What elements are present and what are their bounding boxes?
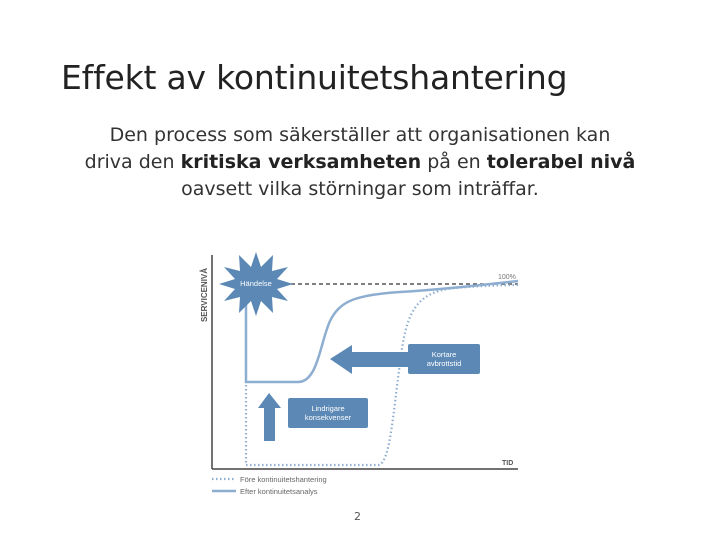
slide-title: Effekt av kontinuitetshantering (61, 58, 568, 97)
continuity-diagram (190, 243, 540, 500)
milder-consequences-arrow (258, 393, 281, 441)
shorter-downtime-label-line1: Kortare (431, 350, 457, 359)
event-label: Händelse (240, 279, 272, 288)
full-service-level-label: 100% (498, 274, 516, 281)
legend-after-label: Efter kontinuitetsanalys (240, 487, 318, 496)
shorter-downtime-label-line2: avbrottstid (426, 359, 462, 368)
milder-consequences-label-line1: Lindrigare (311, 404, 345, 413)
body-line-2-start: driva den (84, 151, 181, 173)
slide-body (40, 122, 680, 203)
critical-operations-text: kritiska verksamheten (180, 151, 422, 173)
x-axis-label: TID (502, 460, 514, 467)
legend-before-label: Före kontinuitetshantering (240, 475, 327, 484)
milder-consequences-label-line2: konsekvenser (304, 413, 352, 422)
body-line-2-middle: på en (421, 151, 487, 173)
tolerable-level-text: tolerabel nivå (486, 151, 636, 173)
body-line-2 (40, 149, 680, 176)
y-axis-label: SERVICENIVÅ (200, 267, 209, 323)
body-line-3: oavsett vilka störningar som inträffar. (181, 178, 539, 200)
curve-before-continuity (246, 285, 518, 465)
page-number: 2 (354, 510, 361, 523)
body-line-1: Den process som säkerställer att organisationen kan (109, 124, 611, 146)
